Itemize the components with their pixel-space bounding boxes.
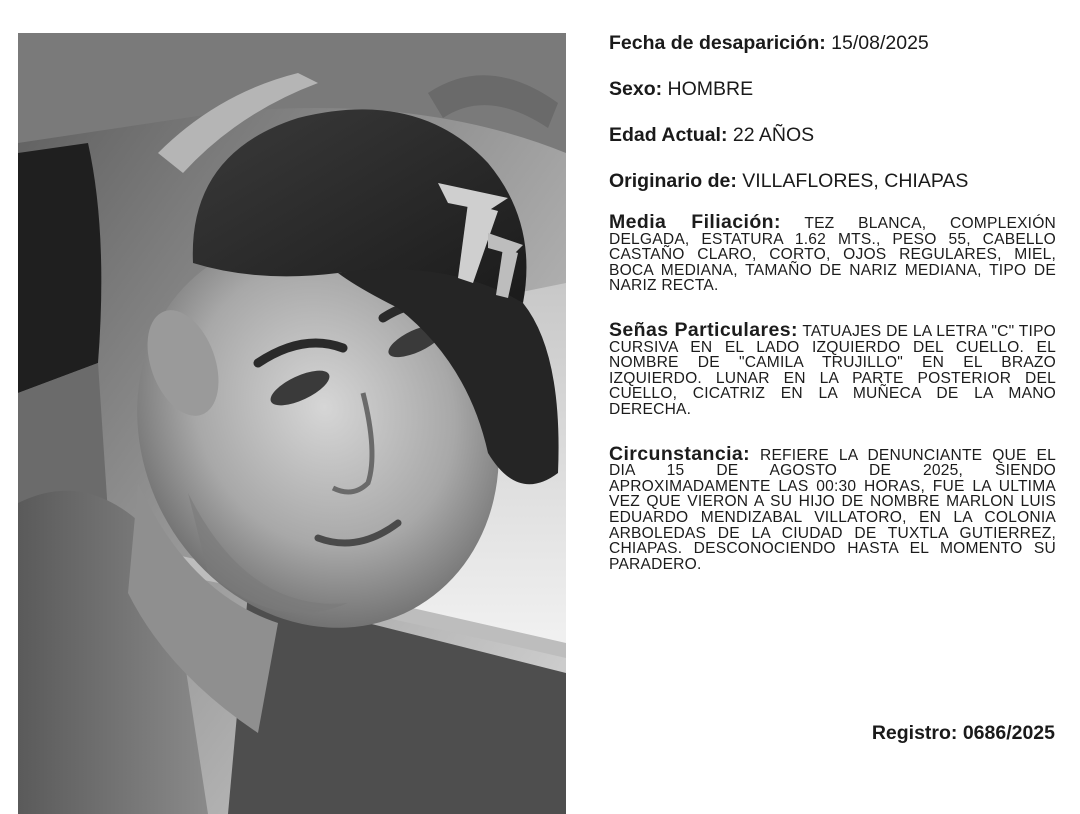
sexo-label: Sexo: <box>609 78 663 100</box>
registro-number: Registro: 0686/2025 <box>871 722 1055 744</box>
person-photo <box>18 33 566 814</box>
missing-person-details <box>609 30 1056 600</box>
media-filiacion-label: Media Filiación: <box>609 211 781 233</box>
circunstancia <box>609 442 1056 573</box>
media-filiacion <box>609 211 1056 295</box>
senas-particulares-label: Señas Particulares: <box>609 318 798 341</box>
circunstancia-label: Circunstancia: <box>609 442 751 465</box>
originario-de <box>609 168 1056 194</box>
originario-label: Originario de: <box>609 170 737 192</box>
edad-actual <box>609 122 1056 148</box>
circunstancia-text: REFIERE LA DENUNCIANTE QUE EL DIA 15 DE AGOSTO DE 2025, SIENDO APROXIMADAMENTE LAS 00:30 HORAS, FUE LA ULTIMA VEZ QUE VIERON A SU HIJO DE NOMBRE MARLON LUIS EDUARDO MENDIZABAL VILLATORO, EN LA COLONIA ARBOLEDAS DE LA CIUDAD DE TUXTLA GUTIERREZ, CHIAPAS. DESCONOCIENDO HASTA EL MOMENTO SU PARADERO. <box>609 446 1056 573</box>
fecha-desaparicion <box>609 30 1056 56</box>
sexo-value: HOMBRE <box>667 78 754 100</box>
sexo <box>609 76 1056 102</box>
fecha-value: 15/08/2025 <box>831 32 929 54</box>
originario-value: VILLAFLORES, CHIAPAS <box>742 170 969 192</box>
portrait-illustration <box>18 33 566 814</box>
edad-label: Edad Actual: <box>609 124 728 146</box>
edad-value: 22 AÑOS <box>732 124 815 146</box>
fecha-label: Fecha de desaparición: <box>609 32 826 54</box>
media-filiacion-text: TEZ BLANCA, COMPLEXIÓN DELGADA, ESTATURA 1.62 MTS., PESO 55, CABELLO CASTAÑO CLARO, CORTO, OJOS REGULARES, MIEL, BOCA MEDIANA, TAMAÑO DE NARIZ MEDIANA, TIPO DE NARIZ RECTA. <box>609 215 1056 295</box>
senas-particulares <box>609 318 1056 418</box>
senas-particulares-text: TATUAJES DE LA LETRA "C" TIPO CURSIVA EN EL LADO IZQUIERDO DEL CUELLO. EL NOMBRE DE "CAMILA TRUJILLO" EN EL BRAZO IZQUIERDO. LUNAR EN LA PARTE POSTERIOR DEL CUELLO, CICATRIZ EN LA MUÑECA DE LA MANO DERECHA. <box>609 322 1056 418</box>
